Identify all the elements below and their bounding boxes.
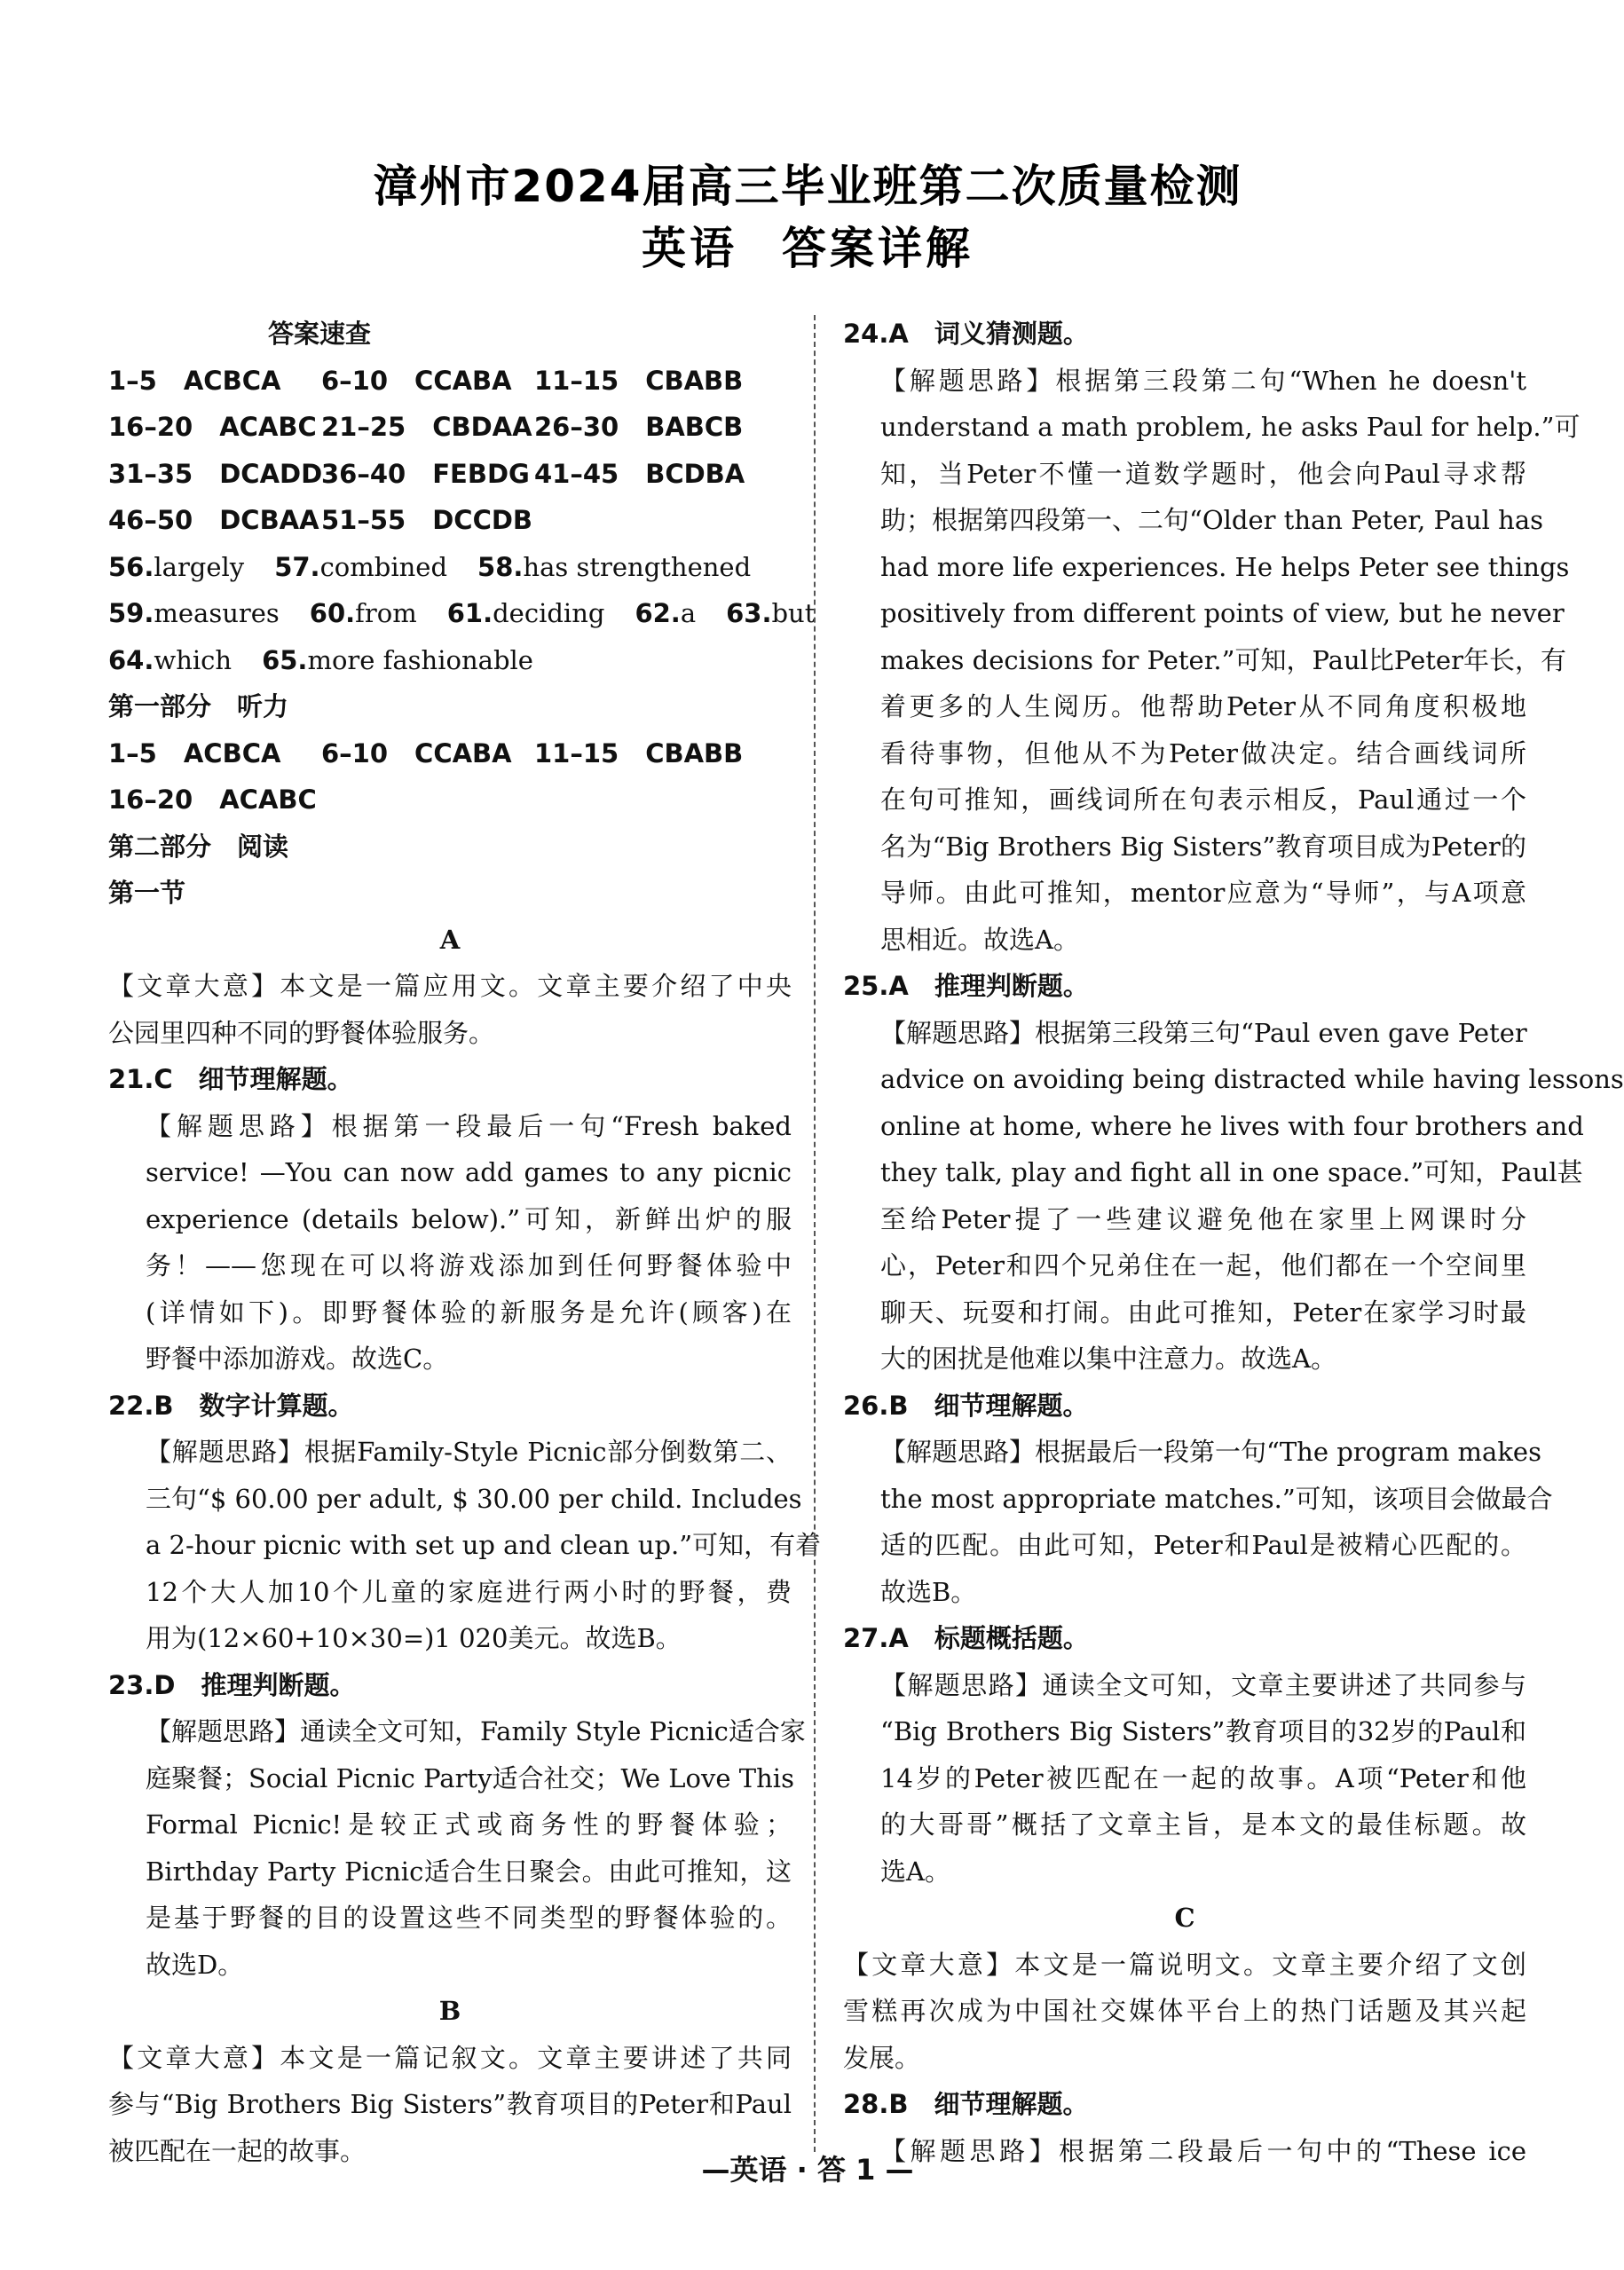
answer-letters: BCDBA xyxy=(645,458,745,489)
fill-answer xyxy=(108,590,280,637)
left-explanations xyxy=(108,917,822,2175)
explanation-line: 故选B。 xyxy=(880,1576,977,1607)
explanation-line: 【解题思路】根据最后一段第一句“The program makes xyxy=(880,1437,1541,1467)
answer-letters: CCABA xyxy=(414,737,512,768)
explanation-line: 选A。 xyxy=(880,1856,950,1887)
explanation-line: 适的匹配。由此可知，Peter和Paul是被精心匹配的。 xyxy=(880,1530,1526,1560)
explanation-line: 14岁的Peter被匹配在一起的故事。A项“Peter和他 xyxy=(880,1762,1526,1793)
answer-letters: FEBDG xyxy=(432,458,530,489)
answer-group xyxy=(534,404,743,451)
part1-heading: 第一部分 听力 xyxy=(108,691,289,721)
explanation-line: 【解题思路】通读全文可知，文章主要讲述了共同参与 xyxy=(880,1669,1526,1700)
explanation-line: 发展。 xyxy=(843,2042,921,2073)
blank-number: 60. xyxy=(309,598,356,628)
explanation-line: 【解题思路】根据第一段最后一句“Fresh baked xyxy=(146,1110,792,1141)
explanation-line: (详情如下)。即野餐体验的新服务是允许(顾客)在 xyxy=(146,1297,792,1328)
answer-group xyxy=(534,451,745,498)
explanation-line: 【文章大意】本文是一篇记叙文。文章主要讲述了共同 xyxy=(108,2042,792,2073)
explanation-line: 公园里四种不同的野餐体验服务。 xyxy=(108,1017,495,1048)
answer-letters: CBABB xyxy=(645,737,744,768)
answer-letters: ACABC xyxy=(219,412,317,442)
answer-group xyxy=(321,497,532,544)
blank-number: 62. xyxy=(635,598,681,628)
explanation-line: 【解题思路】根据第三段第二句“When he doesn't xyxy=(880,365,1526,396)
answer-row xyxy=(108,776,792,824)
answer-group xyxy=(321,358,534,405)
explanation-line: a 2-hour picnic with set up and clean up.”可知，有着 xyxy=(146,1530,822,1560)
answer-letters: CBDAA xyxy=(432,412,532,442)
fill-answer xyxy=(108,544,244,591)
question-range: 31–35 xyxy=(108,458,193,489)
fill-answer xyxy=(108,637,232,684)
explanation-line: service! —You can now add games to any picnic xyxy=(146,1157,792,1187)
answer-row xyxy=(108,451,792,498)
explanation-line: 12个大人加10个儿童的家庭进行两小时的野餐，费 xyxy=(146,1576,792,1607)
answer-group xyxy=(108,497,321,544)
explanation-line: they talk, play and fight all in one space.”可知，Paul甚 xyxy=(880,1157,1583,1187)
explanation-line: 野餐中添加游戏。故选C。 xyxy=(146,1344,449,1374)
answer-letters: ACABC xyxy=(219,784,317,815)
question-range: 26–30 xyxy=(534,412,619,442)
answer-letters: CBABB xyxy=(645,365,744,396)
quick-answer-heading: 答案速查 xyxy=(268,319,372,349)
explanation-line: 务！——您现在可以将游戏添加到任何野餐体验中 xyxy=(146,1250,792,1281)
question-range: 51–55 xyxy=(321,505,406,535)
explanation-line: 的大哥哥”概括了文章主旨，是本文的最佳标题。故 xyxy=(880,1809,1526,1840)
question-range: 1–5 xyxy=(108,365,157,396)
question-heading: 26.B 细节理解题。 xyxy=(843,1390,1089,1421)
section-heading: 第一节 xyxy=(108,878,186,908)
answer-group xyxy=(108,776,317,824)
answer-letters: DCADD xyxy=(219,458,323,489)
question-range: 6–10 xyxy=(321,365,389,396)
explanation-line: 在句可推知，画线词所在句表示相反，Paul通过一个 xyxy=(880,784,1526,815)
question-heading: 25.A 推理判断题。 xyxy=(843,971,1089,1001)
explanation-line: 庭聚餐；Social Picnic Party适合社交；We Love This xyxy=(146,1762,794,1793)
explanation-line: had more life experiences. He helps Peter see things xyxy=(880,551,1570,582)
answer-group xyxy=(108,358,321,405)
blank-answer: but xyxy=(771,598,816,628)
answer-letters: ACBCA xyxy=(183,737,281,768)
right-explanations xyxy=(843,311,1624,2174)
blank-number: 63. xyxy=(726,598,772,628)
explanation-line: 是基于野餐的目的设置这些不同类型的野餐体验的。 xyxy=(146,1903,792,1933)
page-footer: —英语 · 答 1 — xyxy=(701,2153,914,2187)
explanation-line: 至给Peter提了一些建议避免他在家里上网课时分 xyxy=(880,1203,1526,1234)
explanation-line: Birthday Party Picnic适合生日聚会。由此可推知，这 xyxy=(146,1856,792,1887)
answer-group xyxy=(108,451,321,498)
column-divider xyxy=(814,315,816,2152)
blank-answer: deciding xyxy=(493,598,605,628)
fill-answer xyxy=(447,590,605,637)
right-column xyxy=(843,311,1624,2174)
blank-answer: has strengthened xyxy=(523,551,752,582)
answer-group xyxy=(321,404,534,451)
explanation-line: 用为(12×60+10×30=)1 020美元。故选B。 xyxy=(146,1623,682,1653)
explanation-line: 知，当Peter不懂一道数学题时，他会向Paul寻求帮 xyxy=(880,458,1526,489)
answer-group xyxy=(108,730,321,777)
explanation-line: 聊天、玩耍和打闹。由此可推知，Peter在家学习时最 xyxy=(880,1297,1526,1328)
explanation-line: experience (details below).”可知，新鲜出炉的服 xyxy=(146,1203,792,1234)
question-range: 6–10 xyxy=(321,737,389,768)
answer-group xyxy=(108,404,321,451)
answer-row xyxy=(108,497,792,544)
subject-label: 英语 xyxy=(642,223,737,274)
left-column xyxy=(108,311,822,2174)
explanation-line: 雪糕再次成为中国社交媒体平台上的热门话题及其兴起 xyxy=(843,1996,1526,2026)
explanation-line: 心，Peter和四个兄弟住在一起，他们都在一个空间里 xyxy=(880,1250,1526,1281)
answer-group xyxy=(321,730,534,777)
page-subtitle xyxy=(0,213,1615,277)
explanation-line: the most appropriate matches.”可知，该项目会做最合 xyxy=(880,1483,1553,1514)
answer-row xyxy=(108,404,792,451)
explanation-line: 思相近。故选A。 xyxy=(880,924,1079,955)
question-range: 36–40 xyxy=(321,458,406,489)
fill-answer-row xyxy=(108,544,792,591)
blank-answer: largely xyxy=(154,551,245,582)
blank-number: 57. xyxy=(274,551,320,582)
fill-answer xyxy=(477,544,751,591)
part2-heading: 第二部分 阅读 xyxy=(108,831,289,862)
answer-letters: CCABA xyxy=(414,365,512,396)
blank-number: 58. xyxy=(477,551,524,582)
question-range: 21–25 xyxy=(321,412,406,442)
explanation-line: advice on avoiding being distracted while having lessons xyxy=(880,1064,1624,1094)
blank-answer: a xyxy=(680,598,697,628)
passage-letter: A xyxy=(439,924,461,955)
blank-answer: more fashionable xyxy=(307,644,533,675)
explanation-line: “Big Brothers Big Sisters”教育项目的32岁的Paul和 xyxy=(880,1716,1526,1746)
fill-answer xyxy=(635,590,696,637)
blank-number: 65. xyxy=(262,644,308,675)
answer-group xyxy=(534,358,743,405)
question-heading: 23.D 推理判断题。 xyxy=(108,1669,356,1700)
fill-in-answers xyxy=(108,544,816,684)
explanation-line: positively from different points of view, but he never xyxy=(880,598,1565,628)
blank-answer: which xyxy=(154,644,233,675)
answer-letters: DCCDB xyxy=(432,505,533,535)
question-range: 11–15 xyxy=(534,737,619,768)
question-range: 41–45 xyxy=(534,458,619,489)
passage-letter: C xyxy=(1174,1903,1195,1933)
fill-answer xyxy=(274,544,447,591)
explanation-line: 故选D。 xyxy=(146,1949,244,1980)
blank-number: 61. xyxy=(446,598,493,628)
answer-letters: BABCB xyxy=(645,412,744,442)
quick-answer-table xyxy=(108,358,792,544)
explanation-line: understand a math problem, he asks Paul for help.”可 xyxy=(880,412,1581,442)
answer-letters: DCBAA xyxy=(219,505,319,535)
blank-number: 64. xyxy=(108,644,154,675)
question-heading: 28.B 细节理解题。 xyxy=(843,2089,1089,2119)
doc-type-label: 答案详解 xyxy=(782,223,974,274)
question-range: 1–5 xyxy=(108,737,157,768)
question-heading: 24.A 词义猜测题。 xyxy=(843,319,1089,349)
fill-answer-row xyxy=(108,590,816,637)
explanation-line: 助；根据第四段第一、二句“Older than Peter, Paul has xyxy=(880,505,1544,535)
explanation-line: 被匹配在一起的故事。 xyxy=(108,2135,367,2166)
listening-answer-table xyxy=(108,730,792,824)
question-heading: 22.B 数字计算题。 xyxy=(108,1390,354,1421)
question-range: 16–20 xyxy=(108,412,193,442)
explanation-line: 大的困扰是他难以集中注意力。故选A。 xyxy=(880,1344,1336,1374)
explanation-line: 【解题思路】通读全文可知，Family Style Picnic适合家 xyxy=(146,1716,806,1746)
page-title: 漳州市2024届高三毕业班第二次质量检测 xyxy=(373,161,1242,212)
blank-number: 56. xyxy=(108,551,154,582)
explanation-line: 导师。由此可推知，mentor应意为“导师”，与A项意 xyxy=(880,878,1526,908)
explanation-line: online at home, where he lives with four brothers and xyxy=(880,1110,1584,1141)
blank-answer: from xyxy=(355,598,417,628)
explanation-line: 【文章大意】本文是一篇说明文。文章主要介绍了文创 xyxy=(843,1949,1526,1980)
answer-row xyxy=(108,358,792,405)
answer-group xyxy=(534,730,743,777)
explanation-line: 参与“Big Brothers Big Sisters”教育项目的Peter和Paul xyxy=(108,2089,792,2119)
question-heading: 21.C 细节理解题。 xyxy=(108,1064,353,1094)
answer-group xyxy=(321,451,534,498)
question-range: 11–15 xyxy=(534,365,619,396)
explanation-line: makes decisions for Peter.”可知，Paul比Peter年长，有 xyxy=(880,644,1566,675)
explanation-line: 着更多的人生阅历。他帮助Peter从不同角度积极地 xyxy=(880,691,1526,721)
explanation-line: 【解题思路】根据第二段最后一句中的“These ice xyxy=(880,2135,1526,2166)
explanation-line: 三句“$ 60.00 per adult, $ 30.00 per child. Includes xyxy=(146,1483,802,1514)
question-range: 16–20 xyxy=(108,784,193,815)
blank-answer: combined xyxy=(319,551,448,582)
fill-answer xyxy=(310,590,417,637)
blank-answer: measures xyxy=(154,598,280,628)
answer-row xyxy=(108,730,792,777)
fill-answer xyxy=(262,637,533,684)
answer-letters: ACBCA xyxy=(183,365,281,396)
explanation-line: 名为“Big Brothers Big Sisters”教育项目成为Peter的 xyxy=(880,831,1526,862)
explanation-line: Formal Picnic!是较正式或商务性的野餐体验； xyxy=(146,1809,792,1840)
explanation-line: 【文章大意】本文是一篇应用文。文章主要介绍了中央 xyxy=(108,971,792,1001)
question-heading: 27.A 标题概括题。 xyxy=(843,1623,1089,1653)
explanation-line: 【解题思路】根据Family-Style Picnic部分倒数第二、 xyxy=(146,1437,792,1467)
question-range: 46–50 xyxy=(108,505,193,535)
blank-number: 59. xyxy=(108,598,154,628)
fill-answer xyxy=(726,590,815,637)
fill-answer-row xyxy=(108,637,792,684)
explanation-line: 看待事物，但他从不为Peter做决定。结合画线词所 xyxy=(880,737,1526,768)
passage-letter: B xyxy=(438,1996,461,2026)
explanation-line: 【解题思路】根据第三段第三句“Paul even gave Peter xyxy=(880,1017,1527,1048)
